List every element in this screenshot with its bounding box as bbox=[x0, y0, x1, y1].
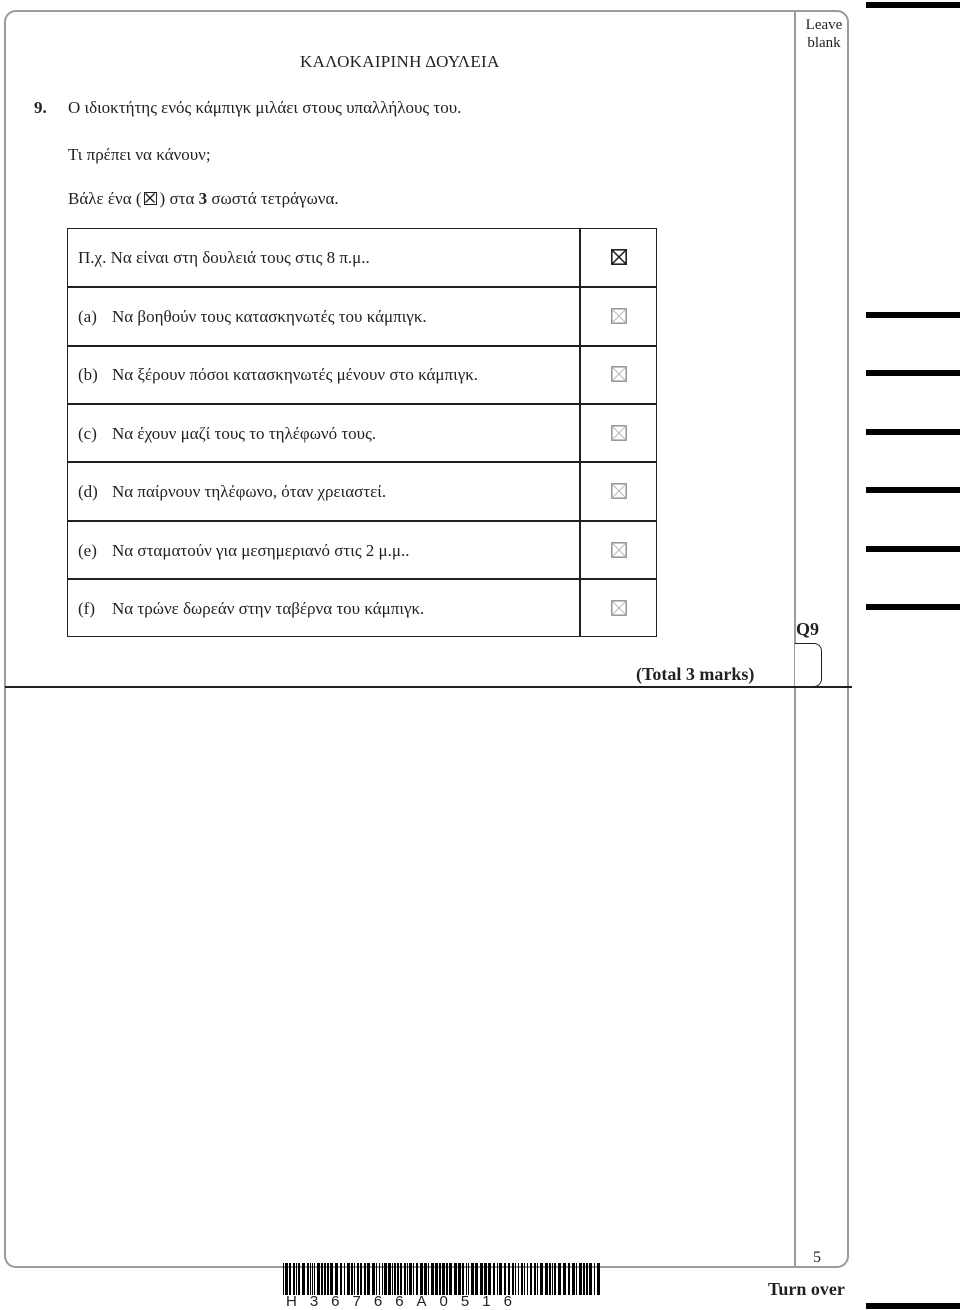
option-c-checkbox[interactable] bbox=[611, 425, 625, 439]
barcode-bar bbox=[428, 1263, 429, 1295]
barcode-bar bbox=[310, 1263, 311, 1295]
barcode-bar bbox=[289, 1263, 291, 1295]
total-marks: (Total 3 marks) bbox=[636, 664, 755, 684]
barcode-bar bbox=[466, 1263, 467, 1295]
barcode-bar bbox=[344, 1263, 345, 1295]
option-f bbox=[78, 599, 424, 619]
option-letter: (c) bbox=[78, 424, 97, 443]
barcode-bar bbox=[347, 1263, 350, 1295]
instruction-before: Βάλε ένα ( bbox=[68, 189, 142, 208]
barcode-bar bbox=[521, 1263, 523, 1295]
instruction-after: ) στα bbox=[159, 189, 195, 208]
option-letter: (d) bbox=[78, 482, 98, 501]
question-mark-label: Q9 bbox=[796, 619, 820, 639]
barcode-bar bbox=[554, 1263, 556, 1295]
section-title: ΚΑΛΟΚΑΙΡΙΝΗ ΔΟΥΛΕΙΑ bbox=[300, 52, 500, 71]
edge-mark bbox=[866, 429, 960, 435]
barcode-bar bbox=[475, 1263, 478, 1295]
option-a-checkbox[interactable] bbox=[611, 308, 625, 322]
barcode-bar bbox=[563, 1263, 566, 1295]
barcode-bar bbox=[351, 1263, 353, 1295]
table-row-divider bbox=[68, 286, 656, 288]
barcode-bar bbox=[367, 1263, 370, 1295]
question-instruction bbox=[68, 189, 339, 209]
barcode-bar bbox=[504, 1263, 506, 1295]
barcode-bar bbox=[471, 1263, 474, 1295]
barcode-bar bbox=[568, 1263, 570, 1295]
barcode-bar bbox=[400, 1263, 402, 1295]
barcode-bar bbox=[382, 1263, 383, 1295]
barcode-bar bbox=[317, 1263, 320, 1295]
barcode-bar bbox=[302, 1263, 305, 1295]
barcode-bar bbox=[407, 1263, 408, 1295]
option-text: Να βοηθούν τους κατασκηνωτές του κάμπιγκ. bbox=[112, 307, 427, 326]
answer-table bbox=[67, 228, 657, 637]
table-row-divider bbox=[68, 578, 656, 580]
table-row-divider bbox=[68, 345, 656, 347]
barcode-bar bbox=[594, 1263, 595, 1295]
barcode-bar bbox=[458, 1263, 461, 1295]
barcode-icon bbox=[283, 1263, 603, 1295]
barcode-bar bbox=[357, 1263, 359, 1295]
barcode-bar bbox=[413, 1263, 414, 1295]
option-c bbox=[78, 424, 376, 444]
option-d bbox=[78, 482, 386, 502]
edge-mark bbox=[866, 312, 960, 318]
barcode-bar bbox=[442, 1263, 445, 1295]
option-f-checkbox[interactable] bbox=[611, 600, 625, 614]
barcode-bar bbox=[335, 1263, 338, 1295]
barcode-bar bbox=[392, 1263, 393, 1295]
barcode-bar bbox=[552, 1263, 553, 1295]
question-sub-prompt: Τι πρέπει να κάνουν; bbox=[68, 145, 211, 164]
barcode-bar bbox=[379, 1263, 380, 1295]
example-text: Π.χ. Να είναι στη δουλειά τους στις 8 π.μ.. bbox=[78, 248, 370, 267]
barcode-bar bbox=[298, 1263, 300, 1295]
barcode-bar bbox=[449, 1263, 452, 1295]
barcode-bar bbox=[324, 1263, 326, 1295]
table-row-divider bbox=[68, 461, 656, 463]
barcode-bar bbox=[537, 1263, 538, 1295]
barcode-bar bbox=[576, 1263, 577, 1295]
option-d-checkbox[interactable] bbox=[611, 483, 625, 497]
barcode-bar bbox=[397, 1263, 399, 1295]
barcode-bar bbox=[518, 1263, 519, 1295]
barcode-bar bbox=[468, 1263, 469, 1295]
edge-mark bbox=[866, 2, 960, 8]
barcode-bar bbox=[416, 1263, 418, 1295]
edge-mark bbox=[866, 546, 960, 552]
table-row-divider bbox=[68, 520, 656, 522]
barcode-bar bbox=[314, 1263, 315, 1295]
option-e bbox=[78, 541, 410, 561]
barcode-bar bbox=[512, 1263, 514, 1295]
barcode-bar bbox=[454, 1263, 457, 1295]
barcode-bar bbox=[394, 1263, 396, 1295]
option-letter: (e) bbox=[78, 541, 97, 560]
barcode-bar bbox=[424, 1263, 427, 1295]
option-text: Να ξέρουν πόσοι κατασκηνωτές μένουν στο κάμπιγκ. bbox=[112, 365, 479, 384]
barcode-bar bbox=[508, 1263, 510, 1295]
option-text: Να σταματούν για μεσημεριανό στις 2 μ.μ.. bbox=[112, 541, 410, 560]
barcode-bar bbox=[558, 1263, 561, 1295]
barcode-bar bbox=[439, 1263, 441, 1295]
barcode-bar bbox=[330, 1263, 333, 1295]
barcode-bar bbox=[384, 1263, 387, 1295]
option-e-checkbox[interactable] bbox=[611, 542, 625, 556]
option-letter: (b) bbox=[78, 365, 98, 384]
barcode-bar bbox=[499, 1263, 502, 1295]
example-checkbox bbox=[611, 249, 625, 263]
table-column-divider bbox=[579, 229, 581, 636]
barcode-bar bbox=[579, 1263, 582, 1295]
barcode-text: H36766A0516 bbox=[286, 1293, 525, 1310]
barcode-bar bbox=[527, 1263, 528, 1295]
barcode-bar bbox=[530, 1263, 532, 1295]
barcode-bar bbox=[364, 1263, 366, 1295]
option-text: Να παίρνουν τηλέφωνο, όταν χρειαστεί. bbox=[112, 482, 387, 501]
barcode-bar bbox=[597, 1263, 600, 1295]
option-text: Να έχουν μαζί τους το τηλέφωνό τους. bbox=[112, 424, 377, 443]
barcode-bar bbox=[293, 1263, 295, 1295]
option-a bbox=[78, 307, 427, 327]
option-text: Να τρώνε δωρεάν στην ταβέρνα του κάμπιγκ. bbox=[112, 599, 425, 618]
option-b bbox=[78, 365, 478, 385]
examiner-mark-box[interactable] bbox=[795, 643, 822, 687]
barcode-bar bbox=[296, 1263, 297, 1295]
question-number: 9. bbox=[34, 98, 47, 117]
barcode-bar bbox=[307, 1263, 309, 1295]
question-prompt: Ο ιδιοκτήτης ενός κάμπιγκ μιλάει στους υπαλλήλους του. bbox=[68, 98, 462, 117]
barcode-bar bbox=[488, 1263, 491, 1295]
edge-mark bbox=[866, 370, 960, 376]
barcode-bar bbox=[484, 1263, 487, 1295]
barcode-bar bbox=[515, 1263, 516, 1295]
table-row-divider bbox=[68, 403, 656, 405]
barcode-bar bbox=[549, 1263, 551, 1295]
barcode-bar bbox=[283, 1263, 284, 1295]
barcode-bar bbox=[435, 1263, 438, 1295]
option-letter: (f) bbox=[78, 599, 95, 618]
barcode-bar bbox=[534, 1263, 536, 1295]
barcode-bar bbox=[589, 1263, 592, 1295]
barcode-bar bbox=[388, 1263, 391, 1295]
barcode-bar bbox=[462, 1263, 464, 1295]
instruction-count: 3 bbox=[198, 189, 208, 208]
barcode-bar bbox=[540, 1263, 543, 1295]
barcode-bar bbox=[285, 1263, 288, 1295]
barcode-bar bbox=[497, 1263, 498, 1295]
edge-mark bbox=[866, 1303, 960, 1309]
edge-mark bbox=[866, 604, 960, 610]
barcode-bar bbox=[354, 1263, 355, 1295]
barcode-bar bbox=[321, 1263, 323, 1295]
barcode-bar bbox=[524, 1263, 525, 1295]
section-divider-rule bbox=[5, 686, 852, 688]
barcode-bar bbox=[446, 1263, 448, 1295]
barcode-bar bbox=[376, 1263, 377, 1295]
barcode-bar bbox=[545, 1263, 548, 1295]
leave-blank-label-line1: Leave bbox=[805, 17, 843, 33]
barcode-bar bbox=[493, 1263, 495, 1295]
barcode-bar bbox=[360, 1263, 362, 1295]
barcode-bar bbox=[420, 1263, 423, 1295]
barcode-bar bbox=[583, 1263, 585, 1295]
barcode-bar bbox=[586, 1263, 588, 1295]
barcode-bar bbox=[372, 1263, 375, 1295]
barcode-bar bbox=[480, 1263, 483, 1295]
barcode-bar bbox=[431, 1263, 434, 1295]
leave-blank-label-line2: blank bbox=[807, 35, 841, 51]
option-letter: (a) bbox=[78, 307, 97, 326]
page-number: 5 bbox=[813, 1249, 821, 1266]
barcode-bar bbox=[404, 1263, 406, 1295]
barcode-bar bbox=[572, 1263, 575, 1295]
barcode-bar bbox=[312, 1263, 313, 1295]
instruction-end: σωστά τετράγωνα. bbox=[211, 189, 339, 208]
option-b-checkbox[interactable] bbox=[611, 366, 625, 380]
crossed-box-icon bbox=[144, 192, 157, 205]
barcode-bar bbox=[409, 1263, 412, 1295]
barcode-bar bbox=[327, 1263, 329, 1295]
barcode-bar bbox=[340, 1263, 342, 1295]
edge-mark bbox=[866, 487, 960, 493]
turn-over-label: Turn over bbox=[768, 1279, 845, 1299]
